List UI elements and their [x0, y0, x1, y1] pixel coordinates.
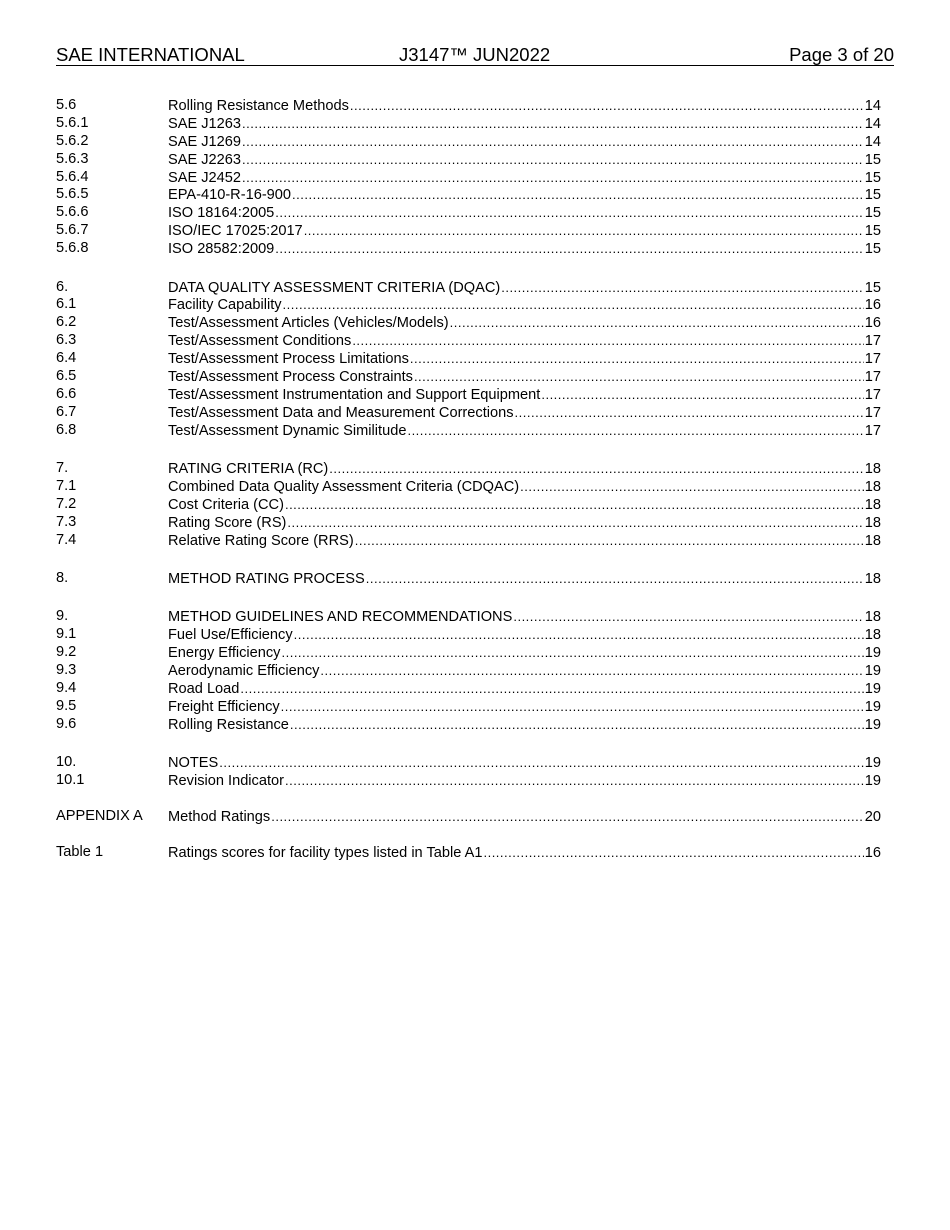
toc-entry-number: 5.6.3 — [56, 150, 89, 167]
toc-entry-line — [168, 332, 881, 351]
toc-entry[interactable] — [56, 460, 881, 478]
toc-entry-page[interactable]: 19 — [864, 755, 881, 772]
toc-entry-title[interactable]: Test/Assessment Process Limitations — [168, 351, 409, 368]
toc-entry-line — [168, 608, 881, 627]
toc-entry-line — [168, 222, 881, 241]
toc-entry-line — [168, 626, 881, 645]
toc-entry-line — [168, 133, 881, 152]
toc-entry[interactable] — [56, 716, 881, 734]
toc-entry-number: 7.2 — [56, 495, 77, 512]
dot-leader — [240, 680, 863, 699]
dot-leader — [410, 350, 864, 369]
toc-entry-line — [168, 570, 881, 589]
toc-entry-page[interactable]: 16 — [864, 844, 881, 861]
dot-leader — [352, 332, 863, 351]
dot-leader — [501, 279, 864, 298]
toc-entry-number: 9. — [56, 608, 69, 625]
toc-entry-page[interactable]: 18 — [864, 627, 881, 644]
toc-entry-page[interactable]: 19 — [864, 663, 881, 680]
toc-entry-number: 10. — [56, 754, 77, 771]
dot-leader — [541, 386, 863, 405]
toc-entry-title[interactable]: Test/Assessment Dynamic Similitude — [168, 422, 407, 439]
toc-entry-page[interactable]: 18 — [864, 514, 881, 531]
toc-entry-number: 7.1 — [56, 477, 77, 494]
table-of-contents — [56, 97, 881, 862]
toc-entry-page[interactable]: 17 — [864, 422, 881, 439]
toc-entry-line — [168, 368, 881, 387]
toc-entry-title[interactable]: Test/Assessment Articles (Vehicles/Models) — [168, 315, 449, 332]
dot-leader — [483, 844, 863, 863]
toc-entry-page[interactable]: 19 — [864, 645, 881, 662]
toc-entry-number: 9.5 — [56, 697, 77, 714]
toc-entry-title[interactable]: Aerodynamic Efficiency — [168, 663, 320, 680]
toc-entry-line — [168, 808, 881, 827]
dot-leader — [290, 716, 864, 735]
toc-entry-title[interactable]: Cost Criteria (CC) — [168, 496, 284, 513]
toc-entry-number: 7. — [56, 460, 69, 477]
toc-entry-number: 9.4 — [56, 679, 77, 696]
toc-entry-number: 6.8 — [56, 421, 77, 438]
toc-entry-line — [168, 240, 881, 259]
toc-entry[interactable] — [56, 368, 881, 386]
dot-leader — [520, 478, 864, 497]
toc-entry[interactable] — [56, 151, 881, 169]
toc-entry-line — [168, 644, 881, 663]
toc-entry-title[interactable]: Energy Efficiency — [168, 645, 281, 662]
toc-entry-page[interactable]: 18 — [864, 496, 881, 513]
toc-entry-page[interactable]: 19 — [864, 716, 881, 733]
toc-entry-number: 9.2 — [56, 644, 77, 661]
toc-entry[interactable] — [56, 314, 881, 332]
toc-entry[interactable] — [56, 698, 881, 716]
section-spacer — [56, 440, 881, 461]
toc-entry[interactable] — [56, 754, 881, 772]
toc-entry[interactable] — [56, 608, 881, 626]
dot-leader — [271, 808, 864, 827]
toc-entry-page[interactable]: 19 — [864, 680, 881, 697]
toc-entry-title[interactable]: NOTES — [168, 755, 219, 772]
toc-entry-page[interactable]: 19 — [864, 773, 881, 789]
toc-entry-line — [168, 496, 881, 515]
toc-entry-title[interactable]: Test/Assessment Conditions — [168, 333, 352, 350]
toc-entry-line — [168, 314, 881, 333]
toc-entry-line — [168, 204, 881, 223]
toc-entry-line — [168, 115, 881, 134]
toc-entry[interactable] — [56, 222, 881, 240]
toc-entry[interactable] — [56, 478, 881, 496]
toc-entry-page[interactable]: 18 — [864, 609, 881, 626]
toc-entry-line — [168, 716, 881, 735]
toc-entry-number: 5.6.4 — [56, 168, 89, 185]
toc-entry-number: 6.5 — [56, 367, 77, 384]
section-spacer — [56, 549, 881, 570]
toc-entry-title[interactable]: Method Ratings — [168, 808, 271, 825]
section-spacer — [56, 258, 881, 279]
toc-entry[interactable] — [56, 644, 881, 662]
toc-entry-number: 6.3 — [56, 332, 77, 349]
toc-entry-line — [168, 514, 881, 533]
toc-entry-title[interactable]: Test/Assessment Instrumentation and Support Equipment — [168, 386, 541, 403]
toc-entry-page[interactable]: 18 — [864, 532, 881, 549]
toc-entry-page[interactable]: 19 — [864, 698, 881, 715]
toc-entry-title[interactable]: SAE J1263 — [168, 115, 242, 132]
toc-entry-title[interactable]: Facility Capability — [168, 297, 282, 314]
toc-entry-page[interactable]: 14 — [864, 133, 881, 150]
toc-entry-number: 7.4 — [56, 531, 77, 548]
toc-entry-title[interactable]: SAE J1269 — [168, 133, 242, 150]
toc-entry[interactable] — [56, 514, 881, 532]
toc-entry-title[interactable]: Test/Assessment Process Constraints — [168, 368, 413, 385]
toc-entry[interactable] — [56, 422, 881, 440]
toc-entry-line — [168, 169, 881, 188]
section-spacer — [56, 790, 881, 808]
toc-entry-page[interactable]: 15 — [864, 151, 881, 168]
toc-entry-page[interactable]: 20 — [864, 808, 881, 825]
toc-entry-number: 6.4 — [56, 350, 77, 367]
toc-entry[interactable] — [56, 626, 881, 644]
toc-entry[interactable] — [56, 115, 881, 133]
toc-entry-line — [168, 662, 881, 681]
toc-entry-title[interactable]: DATA QUALITY ASSESSMENT CRITERIA (DQAC) — [168, 279, 501, 296]
toc-entry-line — [168, 772, 881, 791]
dot-leader — [450, 314, 864, 333]
toc-entry-number: 9.1 — [56, 626, 77, 643]
toc-entry[interactable] — [56, 772, 881, 790]
dot-leader — [242, 115, 864, 134]
header-org: SAE INTERNATIONAL — [56, 44, 245, 65]
toc-entry-number: 10.1 — [56, 772, 85, 788]
toc-entry[interactable] — [56, 496, 881, 514]
toc-entry-number: 6.2 — [56, 314, 77, 331]
toc-entry[interactable] — [56, 169, 881, 187]
toc-entry-number: 6.6 — [56, 385, 77, 402]
toc-entry-title[interactable]: Test/Assessment Data and Measurement Corrections — [168, 404, 514, 421]
section-spacer — [56, 826, 881, 844]
toc-entry-title[interactable]: Relative Rating Score (RRS) — [168, 532, 354, 549]
toc-entry-line — [168, 698, 881, 717]
toc-entry-number: 5.6.6 — [56, 204, 89, 221]
dot-leader — [329, 460, 864, 479]
toc-entry-page[interactable]: 14 — [864, 98, 881, 114]
toc-entry-page[interactable]: 15 — [864, 205, 881, 222]
toc-entry-title[interactable]: Rolling Resistance Methods — [168, 98, 349, 114]
dot-leader — [275, 204, 863, 223]
toc-entry-line — [168, 460, 881, 479]
toc-entry-line — [168, 97, 881, 116]
toc-entry[interactable] — [56, 296, 881, 314]
toc-entry[interactable] — [56, 532, 881, 550]
toc-entry-line — [168, 279, 881, 298]
toc-entry-page[interactable]: 15 — [864, 223, 881, 240]
toc-entry-page[interactable]: 17 — [864, 333, 881, 350]
toc-entry-page[interactable]: 15 — [864, 187, 881, 204]
toc-entry-number: 8. — [56, 569, 69, 586]
toc-entry-title[interactable]: ISO 18164:2005 — [168, 205, 275, 222]
toc-entry-number: 9.3 — [56, 662, 77, 679]
dot-leader — [407, 422, 863, 441]
toc-entry-number: 6.7 — [56, 403, 77, 420]
toc-entry[interactable] — [56, 240, 881, 258]
toc-entry-number: 6.1 — [56, 296, 77, 313]
dot-leader — [515, 404, 864, 423]
toc-entry-page[interactable]: 17 — [864, 351, 881, 368]
toc-entry-page[interactable]: 16 — [864, 315, 881, 332]
section-spacer — [56, 588, 881, 609]
toc-entry[interactable] — [56, 844, 881, 862]
toc-entry-number: 6. — [56, 278, 69, 295]
toc-entry-title[interactable]: Rolling Resistance — [168, 716, 289, 733]
dot-leader — [242, 151, 864, 170]
dot-leader — [285, 496, 864, 515]
toc-entry-page[interactable]: 18 — [864, 461, 881, 478]
toc-entry-line — [168, 422, 881, 441]
dot-leader — [219, 754, 863, 773]
dot-leader — [242, 169, 864, 188]
toc-entry-page[interactable]: 18 — [864, 570, 881, 587]
toc-entry-number: 5.6.5 — [56, 186, 89, 203]
dot-leader — [355, 532, 864, 551]
toc-entry[interactable] — [56, 808, 881, 826]
toc-entry-number: 5.6.2 — [56, 132, 89, 149]
toc-entry-line — [168, 386, 881, 405]
toc-entry-number: 5.6.7 — [56, 222, 89, 239]
toc-entry-line — [168, 296, 881, 315]
toc-entry-line — [168, 844, 881, 863]
dot-leader — [513, 608, 863, 627]
dot-leader — [275, 240, 863, 259]
header-page-number: Page 3 of 20 — [789, 44, 894, 65]
dot-leader — [287, 514, 863, 533]
toc-entry-page[interactable]: 14 — [864, 115, 881, 132]
header-doc-id: J3147™ JUN2022 — [399, 44, 551, 65]
toc-entry-page[interactable]: 15 — [864, 279, 881, 296]
dot-leader — [414, 368, 864, 387]
dot-leader — [366, 570, 864, 589]
toc-entry[interactable] — [56, 279, 881, 297]
dot-leader — [320, 662, 863, 681]
toc-entry-line — [168, 478, 881, 497]
toc-entry-line — [168, 350, 881, 369]
toc-entry-number: 5.6.8 — [56, 240, 89, 257]
toc-entry-number: 5.6.1 — [56, 114, 89, 131]
dot-leader — [281, 698, 864, 717]
toc-entry[interactable] — [56, 186, 881, 204]
toc-entry-line — [168, 532, 881, 551]
dot-leader — [304, 222, 864, 241]
toc-entry-title[interactable]: Freight Efficiency — [168, 698, 280, 715]
dot-leader — [292, 186, 864, 205]
toc-entry-title[interactable]: METHOD RATING PROCESS — [168, 570, 365, 587]
toc-entry-page[interactable]: 17 — [864, 386, 881, 403]
toc-entry[interactable] — [56, 662, 881, 680]
toc-entry-title[interactable]: Combined Data Quality Assessment Criteria (CDQAC) — [168, 478, 520, 495]
dot-leader — [281, 644, 863, 663]
toc-entry[interactable] — [56, 386, 881, 404]
toc-entry-title[interactable]: METHOD GUIDELINES AND RECOMMENDATIONS — [168, 609, 513, 626]
toc-entry-page[interactable]: 17 — [864, 404, 881, 421]
toc-entry-page[interactable]: 16 — [864, 297, 881, 314]
toc-entry-title[interactable]: Fuel Use/Efficiency — [168, 627, 293, 644]
toc-entry-title[interactable]: Ratings scores for facility types listed in Table A1 — [168, 844, 483, 861]
toc-entry-title[interactable]: ISO 28582:2009 — [168, 241, 275, 258]
dot-leader — [285, 772, 864, 791]
toc-entry-title[interactable]: RATING CRITERIA (RC) — [168, 461, 329, 478]
toc-entry[interactable] — [56, 680, 881, 698]
toc-entry-page[interactable]: 15 — [864, 169, 881, 186]
toc-entry[interactable] — [56, 332, 881, 350]
toc-entry-line — [168, 151, 881, 170]
dot-leader — [283, 296, 864, 315]
page-header — [56, 44, 894, 66]
toc-entry[interactable] — [56, 97, 881, 115]
toc-entry-line — [168, 404, 881, 423]
dot-leader — [294, 626, 864, 645]
toc-entry-title[interactable]: Rating Score (RS) — [168, 514, 287, 531]
toc-entry-page[interactable]: 17 — [864, 368, 881, 385]
toc-entry-number: APPENDIX A — [56, 807, 143, 824]
toc-entry[interactable] — [56, 350, 881, 368]
toc-entry-page[interactable]: 18 — [864, 478, 881, 495]
toc-entry-number: 7.3 — [56, 513, 77, 530]
toc-entry-line — [168, 186, 881, 205]
toc-entry-number: 5.6 — [56, 97, 77, 113]
toc-entry-title[interactable]: SAE J2452 — [168, 169, 242, 186]
toc-entry-line — [168, 680, 881, 699]
toc-entry-title[interactable]: Revision Indicator — [168, 773, 284, 789]
toc-entry-title[interactable]: EPA-410-R-16-900 — [168, 187, 292, 204]
toc-entry-number: Table 1 — [56, 843, 104, 860]
toc-entry[interactable] — [56, 133, 881, 151]
dot-leader — [242, 133, 864, 152]
toc-entry-title[interactable]: Road Load — [168, 680, 240, 697]
toc-entry-number: 9.6 — [56, 715, 77, 732]
toc-entry-title[interactable]: SAE J2263 — [168, 151, 242, 168]
toc-entry-page[interactable]: 15 — [864, 241, 881, 258]
dot-leader — [350, 97, 864, 116]
section-spacer — [56, 734, 881, 755]
toc-entry[interactable] — [56, 570, 881, 588]
toc-entry-title[interactable]: ISO/IEC 17025:2017 — [168, 223, 303, 240]
toc-entry-line — [168, 754, 881, 773]
toc-entry[interactable] — [56, 404, 881, 422]
toc-entry[interactable] — [56, 204, 881, 222]
